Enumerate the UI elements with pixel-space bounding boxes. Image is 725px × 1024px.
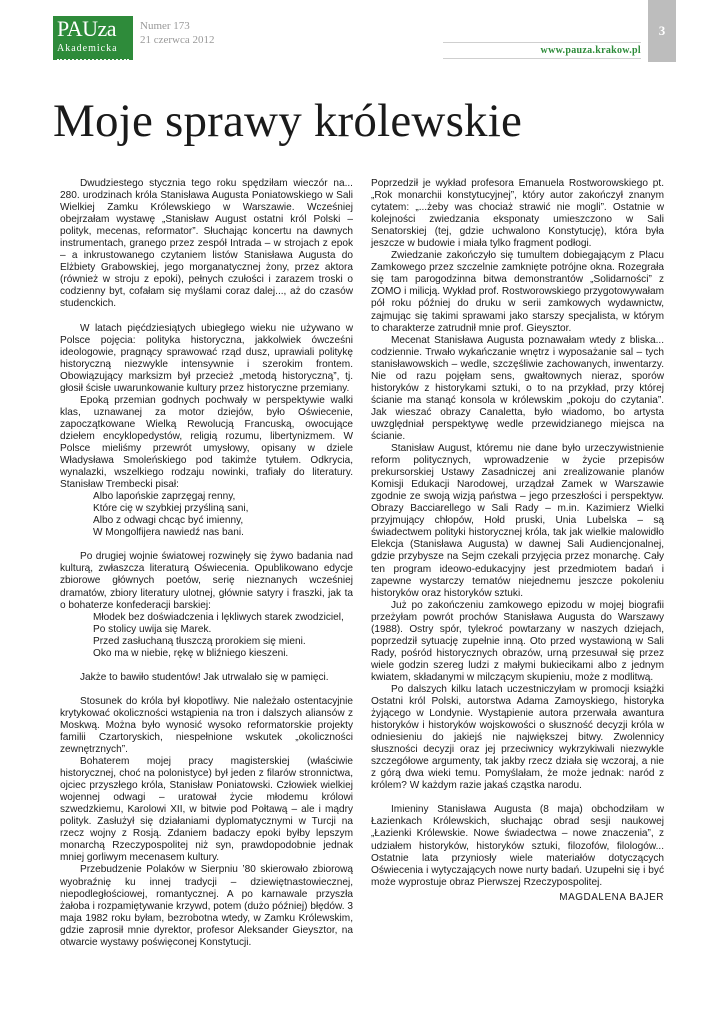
paragraph: W latach pięćdziesiątych ubiegłego wieku nie używano w Polsce pojęcia: polityka historyczna, jakkolwiek ówcześni ideologowie, pragnący sprawować rząd dusz, uprawiali politykę historyczną niezwykle intensywnie i szerokim frontem. Obowiązujący marksizm był przecież „metodą historyczną”, tj. głosił ścisłe uwarunkowanie kultury przez historyczne przemiany. <box>60 322 353 394</box>
article-column-left <box>60 178 353 949</box>
paragraph: Po dalszych kilku latach uczestniczyłam w promocji książki Ostatni król Polski, autorstwa Adama Zamoyskiego, historyka żyjącego w Londynie. Wystąpienie autora przerwała awantura historyków i historyków wojskowości o słuszność decyzji króla w odniesieniu do jakiejś nie największej bitwy. Zwolennicy słuszności decyzji oraz jej przeciwnicy wykrzykiwali niezwykle szczegółowe argumenty, tak jakby rzecz działa się wczoraj, a nie z górą dwa wieki temu. Pomyślałam, że może jednak: naród z królem? W każdym razie jakaś cząstka narodu. <box>371 683 664 792</box>
paragraph: Dwudziestego stycznia tego roku spędziłam wieczór na... 280. urodzinach króla Stanisława Augusta Poniatowskiego w Sali Wielkiej Zamku Królewskiego w Warszawie. Wcześniej obejrzałam wystawę „Stanisław August ostatni król Polski – polityk, mecenas, reformator”. Słuchając koncertu na dawnych instrumentach, granego przez zespół Intrada – w strojach z epok – a inkrustowanego czytaniem listów Stanisława Augusta do Elżbiety Grabowskiej, jego morganatycznej żony, przez aktora (również w stroju z epoki), pełnych czułości i zarazem troski o codzienny byt, cofałam się myślami coraz dalej..., aż do czasów studenckich. <box>60 178 353 310</box>
verse-trembecki <box>60 491 353 539</box>
issue-date: 21 czerwca 2012 <box>140 34 215 46</box>
verse-line: Młodek bez doświadczenia i lękliwych starek zwodziciel, <box>93 611 344 623</box>
author-signature: MAGDALENA BAJER <box>559 891 664 903</box>
verse-fraszka <box>60 612 353 660</box>
logo <box>53 16 133 60</box>
paragraph: Po drugiej wojnie światowej rozwinęły się żywo badania nad kulturą, zwłaszcza literaturą Oświecenia. Opublikowano edycje zbiorowe głównych poetów, serię nieznanych wcześniej dramatów, zbiory literatury ulotnej, głównie satyry i fraszki, jak ta o bohaterze konfederacji barskiej: <box>60 551 353 611</box>
paragraph: Stanisław August, któremu nie dane było urzeczywistnienie reform politycznych, wprowadzenie w życie przepisów prekursorskiej Ustawy Zasadniczej ani zrealizowanie planów Komisji Edukacji Narodowej, urządzał Zamek w Warszawie zgodnie ze swoją wizją państwa – jego przeszłości i perspektyw. Obrazy Bacciarellego w Sali Rady – m.in. Kazimierz Wielki przyjmujący chłopów, Hołd pruski, Unia Lubelska – są świadectwem polityki historycznej króla, tak jak wielkie malowidło Elekcja (Stanisława Augusta) w dawnej Sali Audiencjonalnej, gdzie przybysze na Sejm czekali przyjęcia przez monarchę. Cały ten program ideowo-edukacyjny jest przedmiotem badań i zapewne wystarczy tematów niejednemu jeszcze pokoleniu historyków oraz historyków sztuki. <box>371 443 664 599</box>
verse-line: Po stolicy uwija się Marek. <box>93 623 212 635</box>
paragraph: Mecenat Stanisława Augusta poznawałam wtedy z bliska... codziennie. Trwało wykańczanie wnętrz i wyposażanie sal – tych stanisławowskich – wedle, szczęśliwie zachowanych, inwentarzy. Nie od razu pojęłam sens, gwałtownych nieraz, sporów historyków z historykami sztuki, o to na przykład, przy której ścianie ma stanąć konsola w królewskim „pokoju do czytania”. Jak wieszać obrazy Canaletta, było wiadomo, bo artysta uwzględniał perspektywę wedle przewidzianego miejsca na ścianie. <box>371 334 664 442</box>
website-link[interactable]: www.pauza.krakow.pl <box>443 42 641 56</box>
paragraph: Bohaterem mojej pracy magisterskiej (właściwie historycznej, choć na polonistyce) był jeden z filarów stronnictwa, ojciec przyszłego króla, Stanisław Poniatowski. Człowiek wielkiej wojennej odwagi – uratował życie młodemu królowi szwedzkiemu, Karolowi XII, w bitwie pod Połtawą – ale i mądry polityk. Zasłużył się działaniami dyplomatycznymi w Turcji na rzecz wojny z Rosją. Zdaniem badaczy epoki byłby lepszym monarchą Rzeczypospolitej niż syn, prawdopodobnie jednak mniej gorliwym mecenasem kultury. <box>60 756 353 864</box>
paragraph: Zwiedzanie zakończyło się tumultem dobiegającym z Placu Zamkowego przez szczelnie zamknięte potrójne okna. Rozegrała się tam parogodzinna bitwa demonstrantów „Solidarności” z ZOMO i milicją. Wykład prof. Rostworowskiego przygotowywałam pół roku później do druku w serii zamkowych wydawnictw, zajmując się takimi sprawami jako starszy specjalista, w którym to charakterze zatrudnił mnie prof. Gieysztor. <box>371 250 664 334</box>
paragraph: Przebudzenie Polaków w Sierpniu ’80 skierowało zbiorową wyobraźnię ku innej tradycji – dziewiętnastowiecznej, niepodległościowej, romantycznej. A po karnawale przyszła żałoba i rozpamiętywanie krzywd, potem (dużo później) błędów. 3 maja 1982 roku byłam, bezrobotna wtedy, w Zamku Królewskim, gdzie zaprosił mnie dyrektor, profesor Aleksander Gieysztor, na otwarcie wystawy poświęconej Konstytucji. <box>60 864 353 948</box>
verse-line: Albo lapońskie zaprzęgaj renny, <box>93 491 236 503</box>
issue-meta <box>140 19 215 47</box>
verse-line: Albo z odwagi chcąc być imienny, <box>93 515 244 527</box>
article-column-right <box>371 178 664 904</box>
paragraph: Poprzedził je wykład profesora Emanuela Rostworowskiego pt. „Rok monarchii konstytucyjnej”, który autor zakończył znanym cytatem: „...żeby was chociaż strawić nie mogli”. Ostatnie w kolejności zwiedzania eksponaty umieszczono w Sali Senatorskiej (tej, gdzie uchwalono Konstytucję), która była jeszcze w budowie i miała tylko fragment podłogi. <box>371 178 664 250</box>
page-number: 3 <box>648 0 676 62</box>
paragraph: Stosunek do króla był kłopotliwy. Nie należało ostentacyjnie krytykować okoliczności wstąpienia na tron i dalszych aliansów z Moskwą. Można było wynosić wysoko reformatorskie projekty familii Czartoryskich, niespełnione wskutek „okoliczności zewnętrznych”. <box>60 695 353 756</box>
logo-subtitle: Akademicka <box>57 43 118 54</box>
divider <box>443 58 641 59</box>
paragraph: Jakże to bawiło studentów! Jak utrwalało się w pamięci. <box>80 671 329 683</box>
verse-line: Oko ma w niebie, rękę w bliźniego kieszeni. <box>93 647 289 659</box>
paragraph: Już po zakończeniu zamkowego epizodu w mojej biografii przeżyłam powrót prochów Stanisława Augusta do Warszawy (1988). Ostry spór, tylekroć powtarzany w naszych dziejach, poprzedził sytuację zupełnie inną. Oto przed wystawioną w Sali Rady, pośród historycznych obrazów, urną przesuwał się przez wiele godzin szereg ludzi z małymi bukiecikami albo z jednym kwiatem, składanymi w milczącym skupieniu, może z modlitwą. <box>371 599 664 683</box>
paragraph: Imieniny Stanisława Augusta (8 maja) obchodziłam w Łazienkach Królewskich, słuchając obrad sesji naukowej „Łazienki Królewskie. Nowe świadectwa – nowe znaczenia”, z udziałem historyków, historyków sztuki, filozofów, filologów... Ostatnie lata przyniosły wiele materiałów dotyczących Oświecenia i wytyczających nowe nurty badań. Uzupełni się i być może wyprostuje obraz Pierwszej Rzeczypospolitej. <box>371 804 664 888</box>
verse-line: Przed zasłuchaną tłuszczą prorokiem się mieni. <box>93 635 306 647</box>
verse-line: W Mongolfijera nawiedź nas bani. <box>93 527 244 539</box>
logo-dots <box>57 57 129 61</box>
paragraph: Epoką przemian godnych pochwały w perspektywie walki klas, uznawanej za motor dziejów, było Oświecenie, zapoczątkowane Wielką Rewolucją Francuską, owocujące dziełem encyklopedystów, religią rozumu, libertynizmem. W Polsce mieliśmy przewrót umysłowy, opisany w dziele Władysława Smoleńskiego pod takimże tytułem. Odkrycia, wynalazki, wszelkiego rodzaju nowinki, trafiały do literatury. Stanisław Trembecki pisał: <box>60 394 353 491</box>
article-title: Moje sprawy królewskie <box>53 95 523 147</box>
verse-line: Które cię w szybkiej przyśliną sani, <box>93 503 249 515</box>
logo-title: PAUza <box>57 16 117 41</box>
issue-number: Numer 173 <box>140 20 190 32</box>
